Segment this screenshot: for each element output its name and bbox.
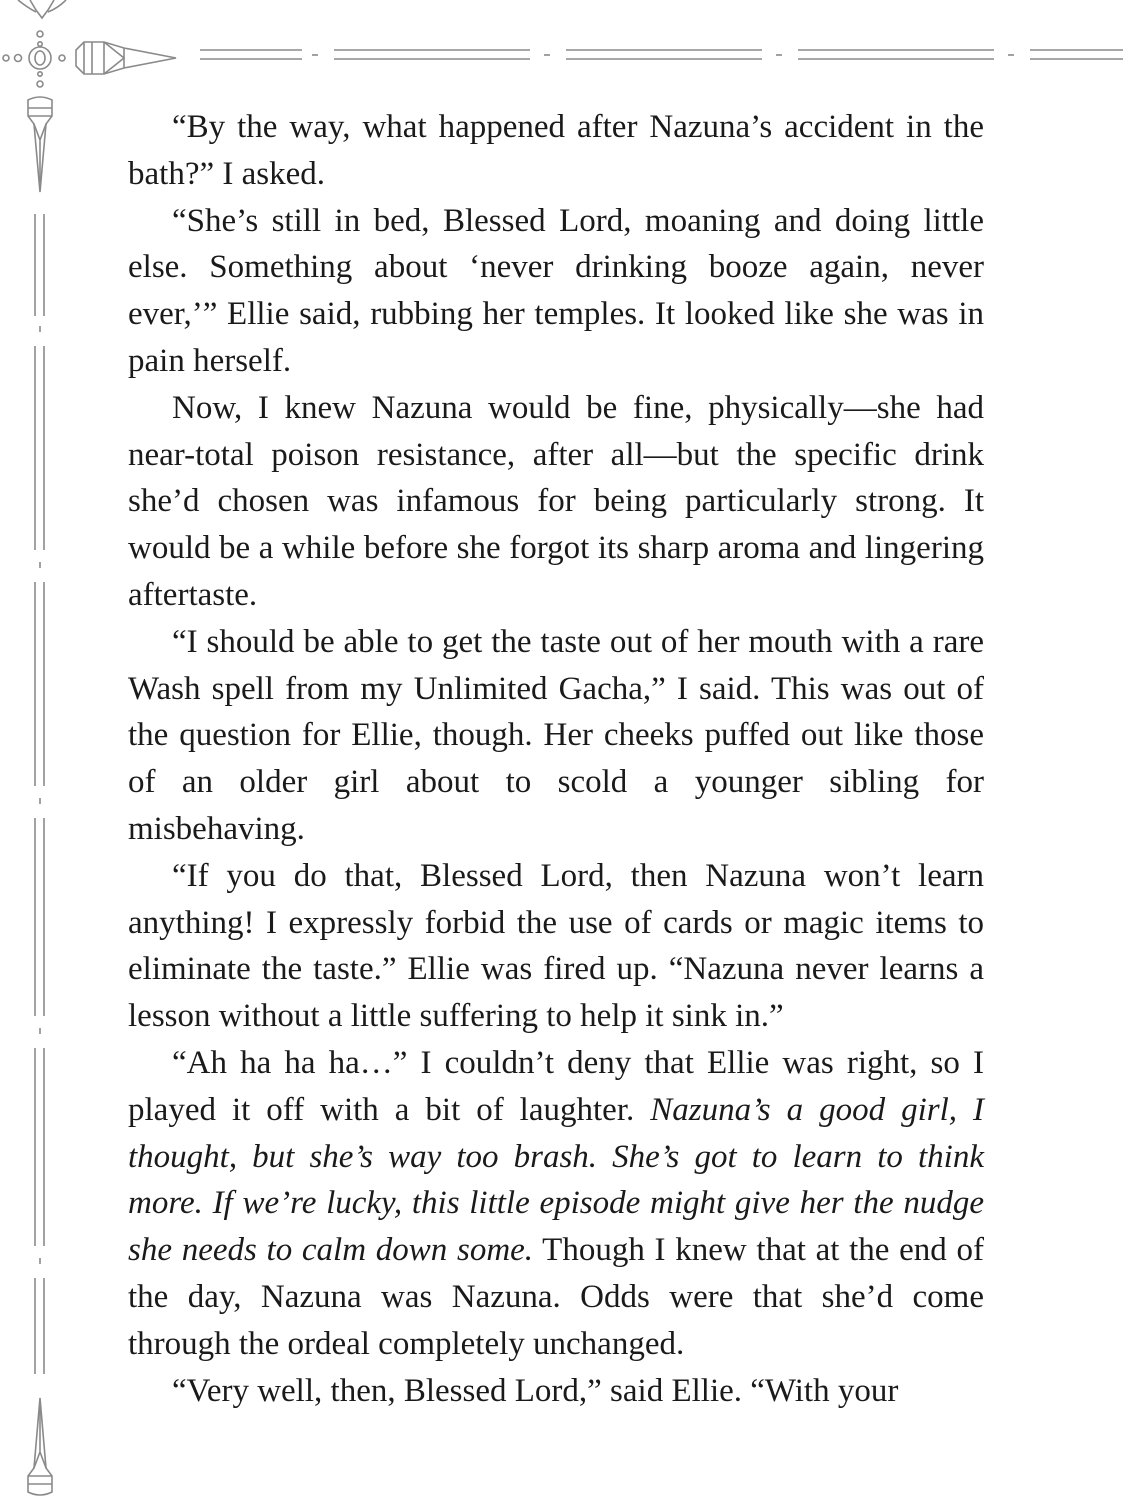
text-segment: “Very well, then, Blessed Lord,” said Ellie. “With your [172, 1372, 899, 1409]
text-segment: Now, I knew Nazuna would be fine, physically—she had near-total poison resistance, after all—but the specific drink she’d chosen was infamous for being particularly strong. It would be a while before she forgot its sharp aroma and lingering aftertaste. [128, 389, 984, 613]
paragraph [128, 619, 984, 853]
paragraph [128, 1040, 984, 1368]
text-segment: “She’s still in bed, Blessed Lord, moaning and doing little else. Something about ‘never drinking booze again, never ever,’” Ellie said, rubbing her temples. It looked like she was in pain herself. [128, 202, 984, 379]
text-segment: “Ah ha ha ha…” I couldn’t deny that Ellie was right, so I played it off with a bit of laughter. [128, 1044, 984, 1128]
horizontal-crystal-ornament [76, 42, 176, 74]
text-segment: “By the way, what happened after Nazuna’s accident in the bath?” I asked. [128, 109, 984, 192]
paragraph [128, 104, 984, 198]
paragraph [128, 1368, 984, 1415]
top-border-rule [200, 50, 1123, 59]
paragraph [128, 385, 984, 619]
italic-text-segment: Nazuna’s a good girl, I thought, but she’s way too brash. She’s got to learn to think more. If we’re lucky, this little episode might give her the nudge she needs to calm down some. [128, 1091, 984, 1269]
body-text [128, 104, 984, 1414]
text-segment: “If you do that, Blessed Lord, then Nazuna won’t learn anything! I expressly forbid the use of cards or magic items to eliminate the taste.” Ellie was fired up. “Nazuna never learns a lesson without a little suffering to help it sink in.” [128, 857, 984, 1035]
paragraph [128, 198, 984, 385]
corner-cap-ornament [30, 0, 54, 18]
text-segment: “I should be able to get the taste out of her mouth with a rare Wash spell from my Unlimited Gacha,” I said. This was out of the question for Ellie, though. Her cheeks puffed out like those of an older girl about to scold a younger sibling for misbehaving. [128, 623, 984, 847]
paragraph [128, 853, 984, 1040]
text-segment: Though I knew that at the end of the day, Nazuna was Nazuna. Odds were that she’d come through the ordeal completely unchanged. [128, 1232, 984, 1362]
left-border-rule [35, 214, 44, 1374]
